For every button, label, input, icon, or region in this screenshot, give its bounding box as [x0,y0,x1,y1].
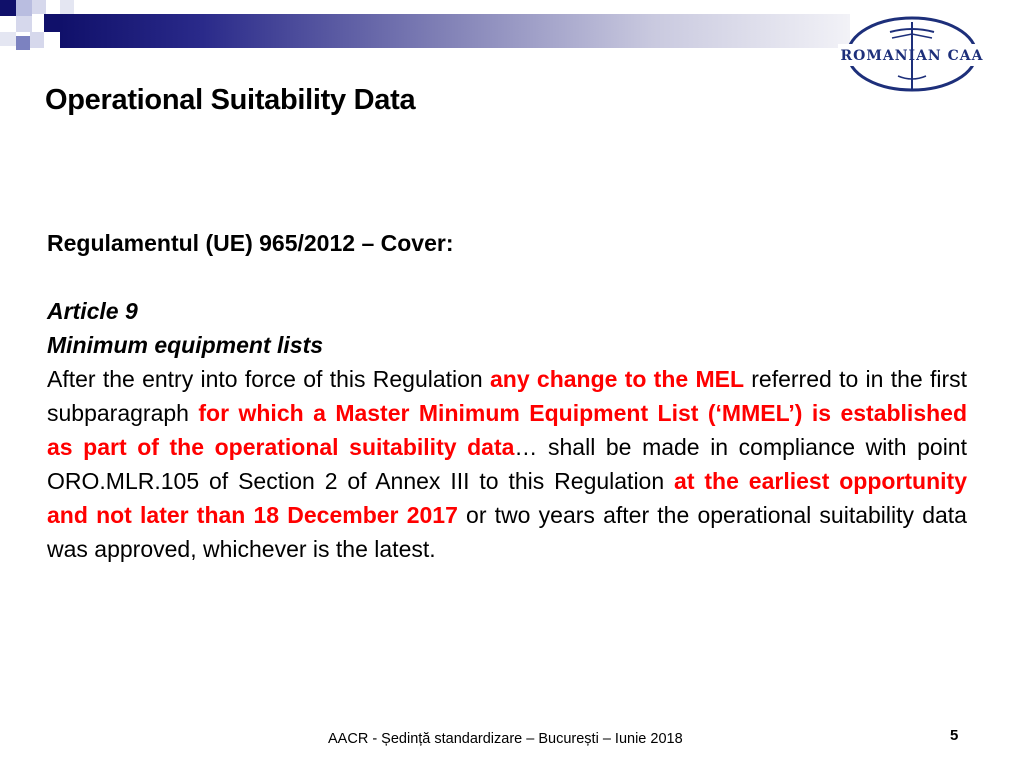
decor-square [60,0,74,14]
paragraph-segment: or two years after the operational suitability data was approved, whichever is the latest. [47,502,967,562]
page-number: 5 [950,727,959,744]
article-paragraph [47,362,967,566]
logo-text: ROMANIAN CAA [840,48,984,64]
article-number: Article 9 [47,298,138,324]
romanian-caa-logo [832,8,992,100]
decor-square [0,0,16,16]
decor-square [16,16,32,32]
paragraph-highlight: at the earliest opportunity and not later than 18 December 2017 [47,468,967,528]
decor-square [16,0,32,16]
decor-square [16,36,30,50]
decor-square [0,32,16,46]
paragraph-segment: referred to in the first subparagraph [47,366,967,426]
footer-text: AACR - Ședință standardizare – București – Iunie 2018 [328,731,683,747]
decor-square [32,0,46,14]
article-title: Minimum equipment lists [47,332,324,358]
paragraph-segment: … shall be made in compliance with point ORO.MLR.105 of Section 2 of Annex III to this Regulation [47,434,967,494]
decor-square [30,32,44,48]
paragraph-segment: After the entry into force of this Regulation [47,366,490,392]
header-band [60,14,850,48]
paragraph-highlight: any change to the MEL [490,366,744,392]
main-content [47,226,967,566]
decor-square [44,14,60,32]
paragraph-highlight: for which a Master Minimum Equipment List (‘MMEL’) is established as part of the operational suitability data [47,400,967,460]
page-title: Operational Suitability Data [45,84,416,116]
cover-heading: Regulamentul (UE) 965/2012 – Cover: [47,230,454,256]
